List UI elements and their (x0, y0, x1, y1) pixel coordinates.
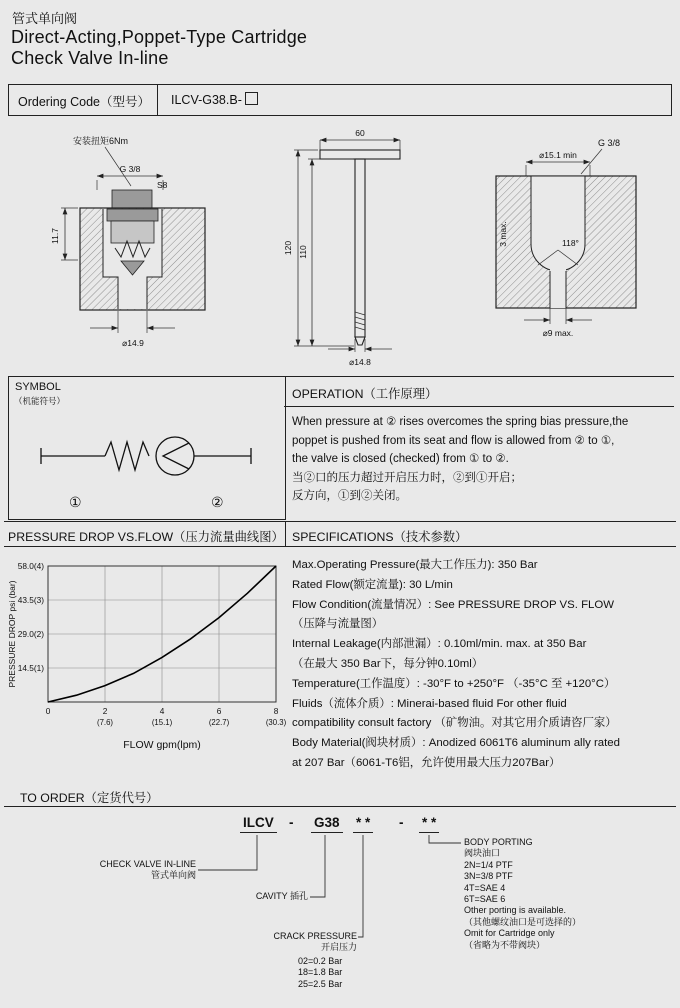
svg-text:43.5(3): 43.5(3) (17, 595, 44, 605)
spec-line: Flow Condition(流量情况）: See PRESSURE DROP VS. FLOW (292, 598, 614, 611)
svg-text:(7.6): (7.6) (96, 718, 114, 727)
body-porting-title: BODY PORTING (464, 837, 533, 847)
order-code-crack-pressure-stars: * * (353, 815, 373, 833)
order-code-dash1: - (289, 815, 294, 830)
cavity-thread-label: G 3/8 (598, 138, 621, 148)
spec-line: Temperature(工作温度）: -30°F to +250°F （-35°C 至 +120°C） (292, 677, 616, 690)
chart-y-axis-label: PRESSURE DROP psi (bar) (7, 580, 17, 688)
order-code-dash2: - (399, 815, 404, 830)
drawing-cartridge-section (45, 130, 240, 365)
spec-line: （压降与流量图） (292, 618, 384, 631)
svg-text:6: 6 (216, 706, 222, 716)
crack-pressure-option: 25=2.5 Bar (298, 978, 343, 989)
body-porting-note: Other porting is available. (464, 905, 567, 916)
body-porting-note: （其他螺纹油口是可选择的） (464, 916, 582, 927)
chart-header-top-line (4, 521, 676, 522)
crack-pressure-options (298, 956, 342, 990)
check-valve-inline-label (96, 859, 196, 882)
page-title-english-line1: Direct-Acting,Poppet-Type Cartridge (11, 27, 308, 47)
operation-line: 反方向，①到②关闭。 (292, 490, 407, 502)
page-title-chinese: 管式单向阀 (12, 11, 78, 26)
svg-text:58.0(4): 58.0(4) (17, 561, 44, 571)
cavity-dia-min-label: ⌀15.1 min (539, 150, 577, 160)
specifications-text (292, 556, 676, 774)
order-code-porting-stars: * * (419, 815, 439, 833)
crack-pressure-title: CRACK PRESSURE (273, 931, 357, 941)
spec-line: compatibility consult factory （矿物油。对其它用介质请咨厂家） (292, 717, 617, 730)
hex-size-label: S8 (157, 180, 168, 190)
chart-header-divider (285, 521, 286, 546)
symbol-title: SYMBOL (15, 381, 61, 393)
spec-line: Body Material(阀块材质）: Anodized 6061T6 aluminum ally rated (292, 737, 620, 750)
crack-pressure-option: 02=0.2 Bar (298, 956, 343, 966)
operation-line: the valve is closed (checked) from ① to ②. (292, 453, 509, 465)
length-outer-dim-label: 120 (283, 240, 293, 256)
stem-diameter-dim-label: ⌀14.8 (349, 357, 371, 367)
section-divider-top (284, 376, 674, 377)
to-order-section (0, 782, 680, 1008)
drill-angle-label: 118° (562, 238, 579, 248)
order-code-model: ILCV (240, 815, 277, 833)
body-porting-note: Omit for Cartridge only (464, 928, 555, 939)
ordering-code-blank-box (245, 92, 258, 105)
technical-drawings (0, 118, 680, 374)
height-dim-label: 11.7 (50, 228, 60, 244)
body-porting-option: 2N=1/4 PTF (464, 859, 513, 870)
spec-line: （在最大 350 Bar下，每分钟0.10ml） (292, 657, 484, 670)
svg-text:4: 4 (159, 706, 165, 716)
check-valve-symbol (13, 411, 277, 515)
ordering-code-text: ILCV-G38.B- (171, 93, 242, 107)
length-inner-dim-label: 110 (298, 245, 308, 259)
symbol-box (8, 376, 286, 520)
check-valve-label-zh: 管式单向阀 (150, 870, 196, 881)
operation-title-underline (284, 406, 674, 407)
spec-line: Rated Flow(额定流量): 30 L/min (292, 578, 453, 591)
svg-text:29.0(2): 29.0(2) (17, 629, 44, 639)
crack-pressure-subtitle: 开启压力 (320, 942, 357, 953)
svg-text:(15.1): (15.1) (151, 718, 173, 727)
crack-pressure-option: 18=1.8 Bar (298, 967, 343, 978)
pressure-flow-title: PRESSURE DROP VS.FLOW（压力流量曲线图） (8, 530, 284, 544)
body-porting-option: 4T=SAE 4 (464, 882, 506, 893)
operation-line: poppet is pushed from its seat and flow is allowed from ② to ①, (292, 434, 615, 447)
diameter-dim-label: ⌀14.9 (122, 338, 144, 348)
order-code-cavity: G38 (311, 815, 343, 833)
port-1-label: ① (69, 494, 82, 510)
spec-line: Fluids（流体介质）: Minerai-based fluid For other fluid (292, 697, 567, 710)
to-order-title: TO ORDER（定货代号） (20, 791, 159, 805)
cavity-label: CAVITY 插孔 (255, 891, 308, 901)
chamfer-depth-label: 3 max. (498, 221, 508, 247)
chart-x-axis-label: FLOW gpm(lpm) (123, 739, 201, 751)
ordering-code-value (171, 92, 258, 107)
svg-text:8: 8 (273, 706, 279, 716)
svg-text:0: 0 (45, 706, 51, 716)
check-valve-label-en: CHECK VALVE IN-LINE (99, 859, 196, 869)
svg-text:14.5(1): 14.5(1) (17, 663, 44, 673)
operation-text (292, 413, 674, 506)
thread-dim-label: G 3/8 (119, 164, 141, 174)
operation-title: OPERATION（工作原理） (292, 387, 438, 401)
chart-header-bottom-line (4, 546, 676, 547)
pressure-flow-chart (6, 552, 291, 764)
drawing-inline-assembly (268, 126, 443, 372)
body-porting-subtitle: 阀块油口 (464, 848, 501, 859)
svg-text:(30.3): (30.3) (265, 718, 287, 727)
drawing-cavity-detail (478, 134, 653, 346)
operation-line: When pressure at ② rises overcomes the spring bias pressure,the (292, 416, 629, 428)
width-dim-label: 60 (355, 128, 365, 138)
operation-line: 当②口的压力超过开启压力时，②到①开启； (292, 471, 522, 484)
page-title-english-line2: Check Valve In-line (11, 48, 169, 68)
spec-line: Internal Leakage(内部泄漏）: 0.10ml/min. max. at 350 Bar (292, 638, 587, 651)
specifications-title: SPECIFICATIONS（技术参数） (292, 530, 468, 544)
body-porting-option: 3N=3/8 PTF (464, 871, 513, 882)
svg-text:2: 2 (102, 706, 108, 716)
body-porting-option: 6T=SAE 6 (464, 894, 506, 905)
torque-note-label: 安装扭矩6Nm (73, 136, 129, 146)
chart-gridlines (48, 566, 276, 702)
ordering-code-label: Ordering Code（型号） (18, 95, 150, 109)
bore-dia-max-label: ⌀9 max. (542, 328, 574, 338)
ordering-code-box (8, 84, 672, 116)
port-2-label: ② (211, 494, 224, 510)
svg-text:(22.7): (22.7) (208, 718, 230, 727)
body-porting-note: （省略为不带阀块） (464, 939, 546, 950)
spec-line: at 207 Bar（6061-T6铝，允许使用最大压力207Bar） (292, 756, 561, 769)
crack-pressure-label (238, 931, 357, 954)
ordering-code-divider (157, 85, 158, 115)
symbol-subtitle: （机能符号） (14, 396, 66, 406)
spec-line: Max.Operating Pressure(最大工作压力): 350 Bar (292, 559, 538, 571)
body-porting-label (464, 837, 581, 951)
